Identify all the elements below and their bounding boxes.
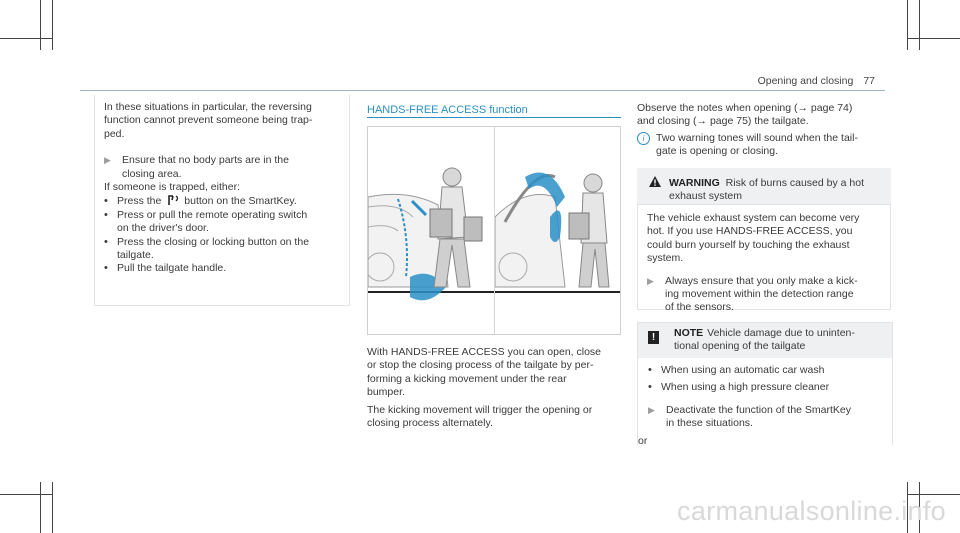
list-item: • Press the closing or locking button on the	[104, 235, 310, 248]
step-item: ▶ Always ensure that you only make a kick-	[647, 274, 858, 287]
tailgate-opening-icon	[495, 127, 620, 334]
info-icon: i	[637, 132, 650, 145]
list-item: • Press the button on the SmartKey.	[104, 195, 297, 208]
section-rule	[367, 117, 621, 118]
step-item: ▶ Ensure that no body parts are in the	[104, 154, 289, 167]
trapped-text: If someone is trapped, either:	[104, 181, 240, 194]
crop-mark	[40, 0, 41, 50]
crop-mark	[0, 38, 52, 39]
crop-mark	[908, 38, 960, 39]
page-header	[758, 75, 875, 87]
section-title: Opening and closing	[757, 75, 854, 87]
crop-mark	[908, 494, 960, 495]
header-rule	[80, 90, 885, 91]
observe-text: Observe the notes when opening (→ page 74) and closing (→ page 75) the tailgate. i Two warning tones will sound when the tail- gate is opening or closing.	[637, 102, 891, 159]
note-icon: !	[648, 331, 659, 344]
watermark: carmanualsonline.info	[677, 496, 946, 526]
note-label: NOTE	[674, 327, 704, 339]
step-arrow-icon: ▶	[647, 275, 654, 286]
crop-mark	[0, 494, 52, 495]
tailgate-button-icon	[167, 194, 181, 206]
hands-free-figure	[367, 126, 621, 335]
info-item: i Two warning tones will sound when the tail-	[637, 132, 891, 145]
step-line: closing area.	[122, 167, 182, 180]
section-heading: HANDS-FREE ACCESS function	[367, 104, 528, 116]
warning-box: WARNING Risk of burns caused by a hot exhaust system The vehicle exhaust system can become very hot. If you use HANDS-FREE ACCESS, you could burn yourself by touching the exhaust system. ▶ Always ensure that you only make a kick- ing movement within the detection range of the sensors.	[637, 168, 891, 310]
intro-line: In these situations in particular, the reversing	[104, 101, 312, 113]
warning-icon	[649, 176, 661, 187]
middle-text: With HANDS-FREE ACCESS you can open, close or stop the closing process of the tailgate by per- forming a kicking movement under the rear bumper. The kicking movement will trigger the opening or closing process alternately.	[367, 346, 602, 430]
crop-mark	[52, 482, 53, 533]
page-number: 77	[863, 75, 875, 87]
step-arrow-icon: ▶	[648, 404, 655, 415]
crop-mark	[919, 0, 920, 50]
intro-line: function cannot prevent someone being trap-	[104, 114, 313, 127]
warning-label: WARNING	[669, 177, 720, 189]
intro-line: ped.	[104, 127, 125, 140]
note-box: ! NOTE Vehicle damage due to uninten- tional opening of the tailgate • When using an automatic car wash • When using a high pressure cleaner ▶ Deactivate the function of the SmartKey in these situations. or	[637, 322, 893, 445]
step-arrow-icon: ▶	[104, 155, 111, 166]
crop-mark	[907, 0, 908, 50]
crop-mark	[52, 0, 53, 50]
step-item: ▶ Deactivate the function of the SmartKey	[648, 403, 852, 416]
list-item: • Press or pull the remote operating switch	[104, 208, 308, 221]
crop-mark	[40, 482, 41, 533]
list-item: • When using an automatic car wash	[648, 364, 825, 376]
list-item: • When using a high pressure cleaner	[648, 381, 830, 394]
person-kicking-icon	[368, 127, 494, 334]
left-column: In these situations in particular, the reversing function cannot prevent someone being trap- ped. ▶ Ensure that no body parts are in the closing area. If someone is trapped, either: • Press the button on the SmartKey. • Press or pull the remote operating switch on the driver's door. • Press the closing or locking button on the tailgate. • Pull the tailgate handle.	[104, 101, 344, 276]
list-item: • Pull the tailgate handle.	[104, 262, 227, 275]
or-text: or	[638, 434, 648, 447]
